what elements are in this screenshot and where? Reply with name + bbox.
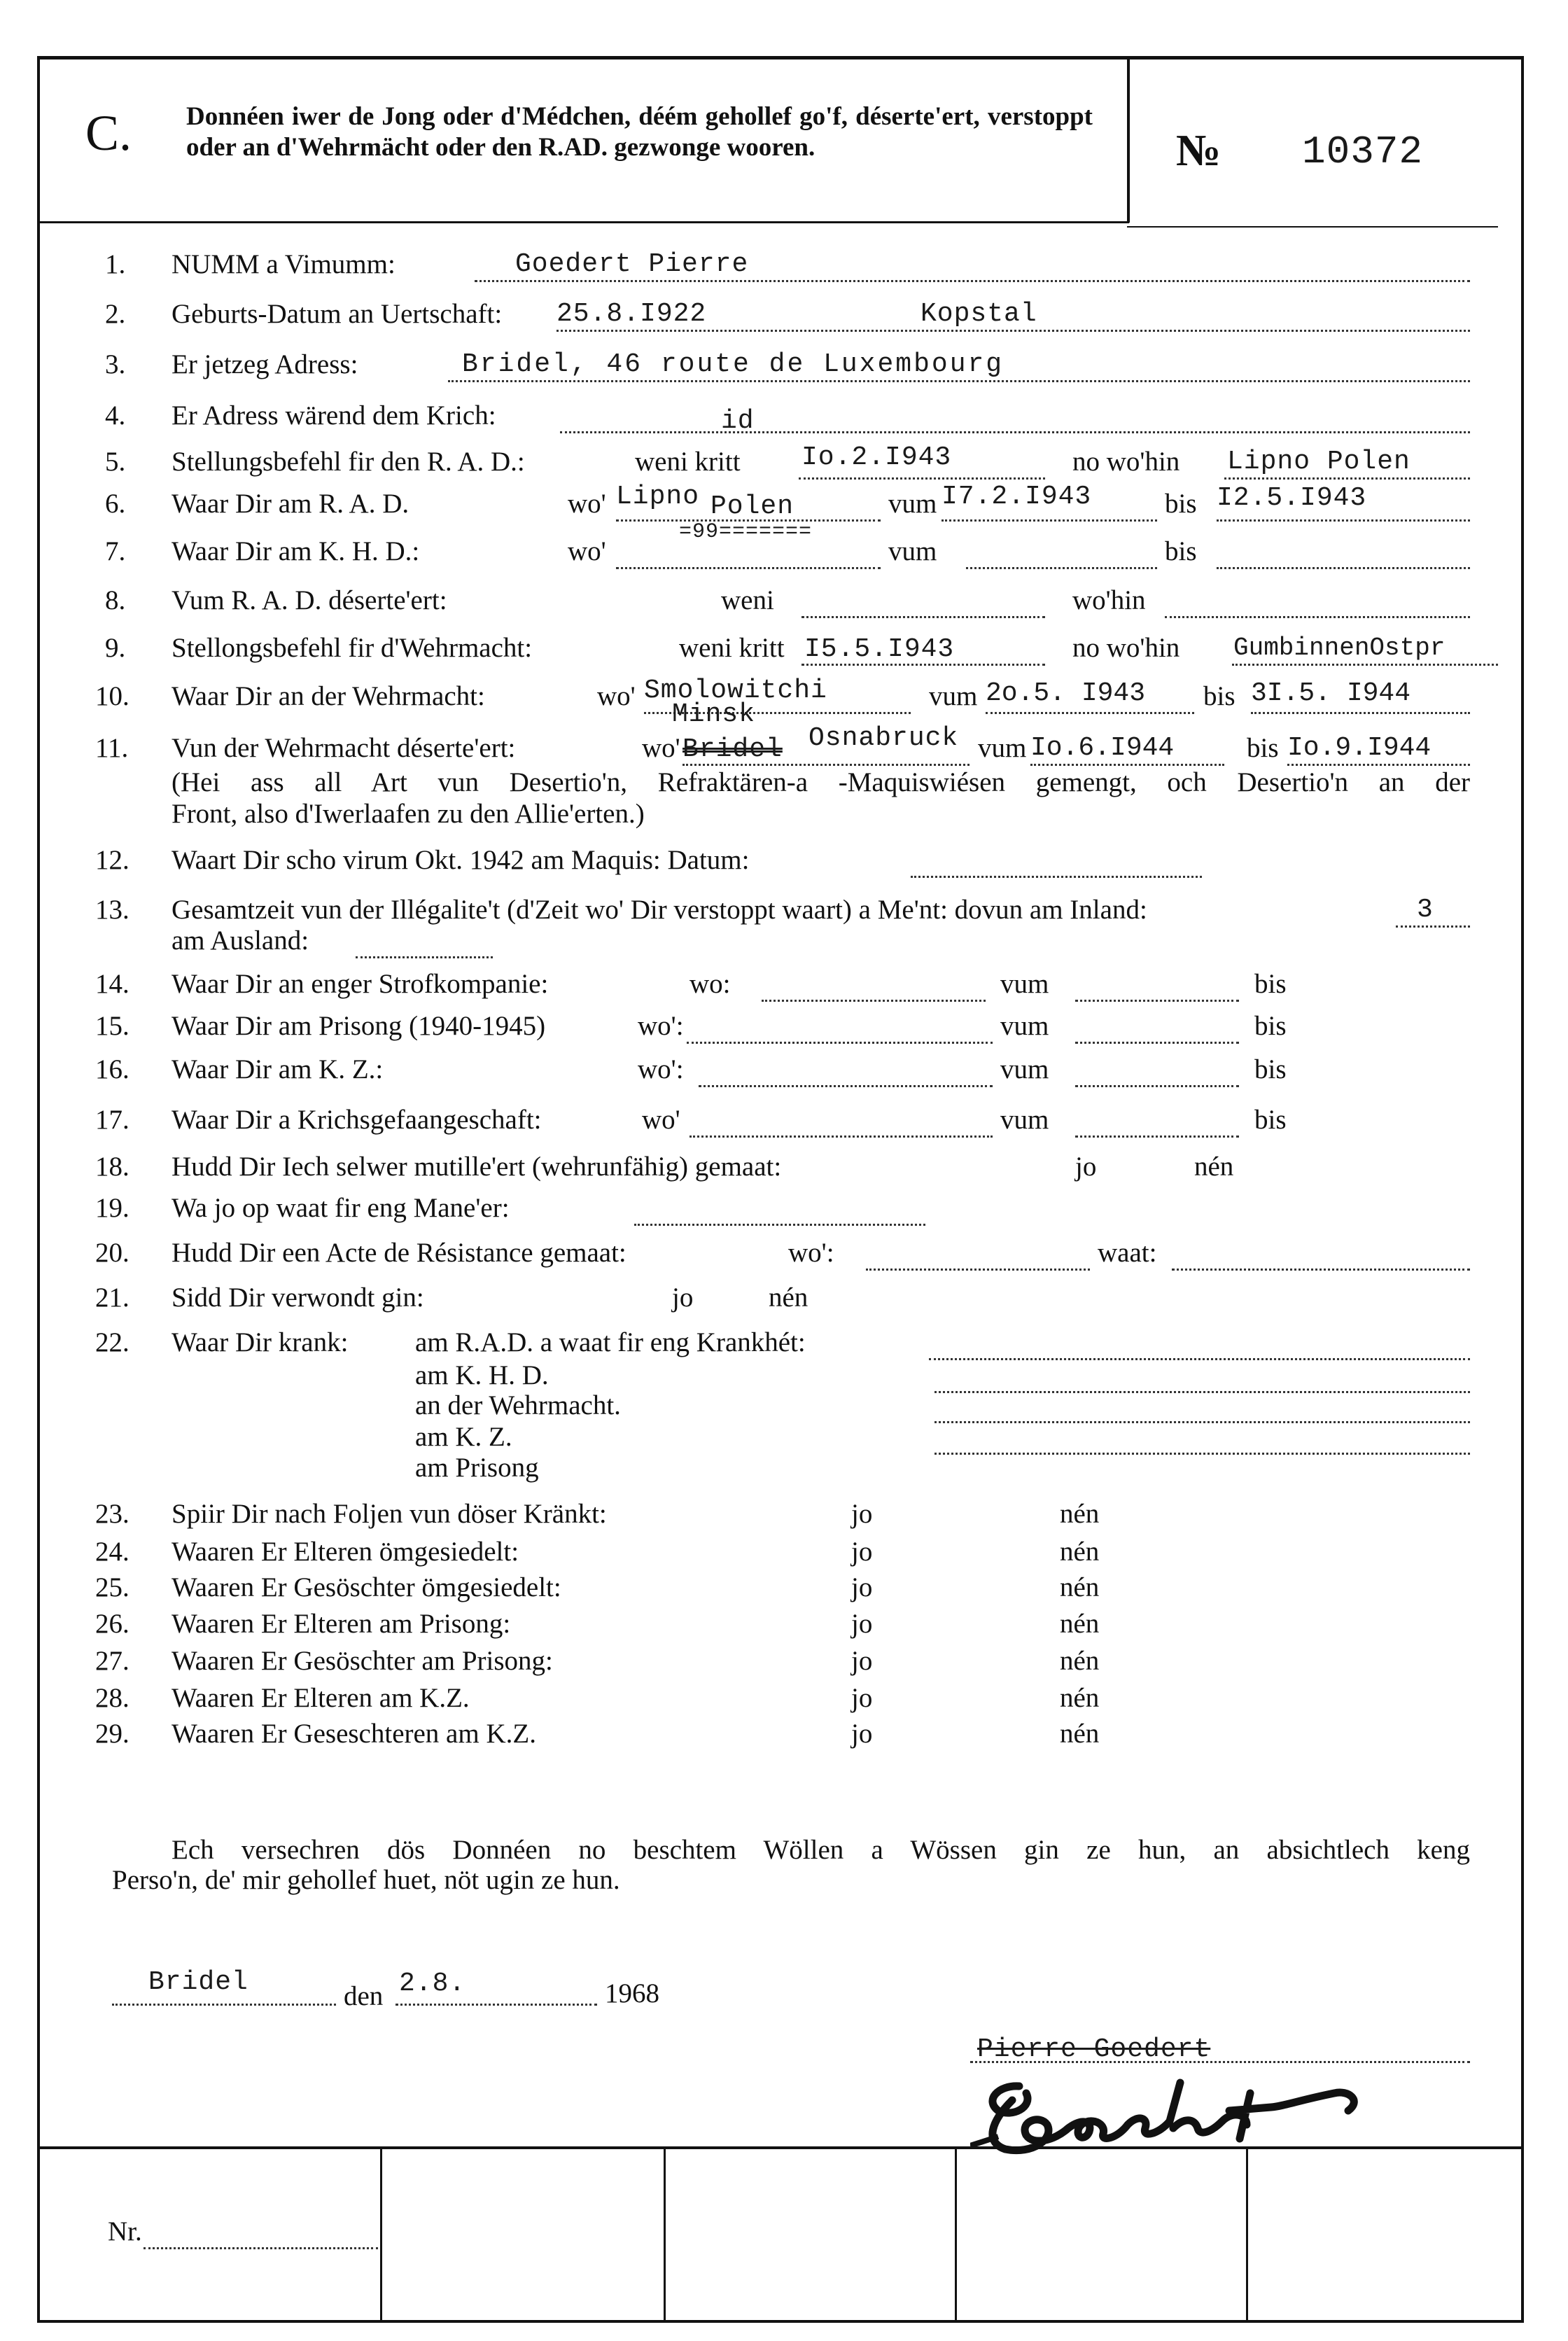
rad-label: Waar Dir am R. A. D. xyxy=(172,489,410,519)
header-divider-vertical xyxy=(1127,56,1130,223)
rad-place-value-2: Polen xyxy=(710,491,794,522)
no-option[interactable]: nén xyxy=(1060,1719,1100,1749)
footer-col-2 xyxy=(664,2146,666,2321)
yes-option[interactable]: jo xyxy=(851,1719,873,1749)
bis-label: bis xyxy=(1254,1105,1287,1135)
vum-label: vum xyxy=(1000,1011,1049,1041)
no-option[interactable]: nén xyxy=(1060,1499,1100,1529)
prison-from-field[interactable] xyxy=(1075,1011,1239,1044)
what-label: waat: xyxy=(1098,1238,1157,1268)
when-label: weni kritt xyxy=(635,447,741,477)
row-number: 8. xyxy=(105,585,126,615)
rad-place-value-1: Lipno xyxy=(616,482,700,512)
no-option[interactable]: nén xyxy=(1060,1683,1100,1713)
row-number: 4. xyxy=(105,400,126,431)
vum-label: vum xyxy=(1000,1105,1049,1135)
wehrmacht-order-date-value: I5.5.I943 xyxy=(804,634,955,664)
wehrmacht-desert-place-value: Osnabruck xyxy=(808,723,959,753)
wehrmacht-from-value: 2o.5. I943 xyxy=(986,678,1146,708)
question-label: Waaren Er Elteren am K.Z. xyxy=(172,1683,470,1713)
kz-label: Waar Dir am K. Z.: xyxy=(172,1054,384,1084)
row-number: 6. xyxy=(105,489,126,519)
sick-label: Waar Dir krank: xyxy=(172,1327,349,1357)
typed-mark: =99======= xyxy=(679,520,813,544)
frame-top xyxy=(37,56,1524,60)
bis-label: bis xyxy=(1203,681,1236,711)
address-value: Bridel, 46 route de Luxembourg xyxy=(462,349,1004,379)
sick-khd-field[interactable] xyxy=(934,1360,1470,1393)
vum-label: vum xyxy=(1000,1054,1049,1084)
name-value: Goedert Pierre xyxy=(515,249,749,279)
footer-col-1 xyxy=(380,2146,382,2321)
yes-option[interactable]: jo xyxy=(672,1283,694,1313)
no-option[interactable]: nén xyxy=(1060,1572,1100,1602)
yes-option[interactable]: jo xyxy=(851,1646,873,1676)
vum-label: vum xyxy=(1000,969,1049,999)
sick-wehrmacht-field[interactable] xyxy=(934,1390,1470,1423)
wehrmacht-desert-to-field[interactable] xyxy=(1287,733,1470,766)
khd-to-field[interactable] xyxy=(1217,536,1470,569)
yes-option[interactable]: jo xyxy=(851,1572,873,1602)
signature xyxy=(970,2072,1376,2163)
rad-order-place-value: Lipno Polen xyxy=(1227,447,1410,477)
row-number: 15. xyxy=(95,1011,130,1041)
sick-khd-label: am K. H. D. xyxy=(415,1360,549,1390)
penal-company-place-field[interactable] xyxy=(762,969,986,1002)
no-option[interactable]: nén xyxy=(1060,1646,1100,1676)
rad-desert-date-field[interactable] xyxy=(802,585,1045,618)
pow-label: Waar Dir a Krichsgefaangeschaft: xyxy=(172,1105,542,1135)
wo-label: wo': xyxy=(638,1011,684,1041)
row-number: 29. xyxy=(95,1719,130,1749)
manner-field[interactable] xyxy=(634,1193,925,1226)
birth-date-value: 25.8.I922 xyxy=(556,299,707,329)
signing-place-field[interactable] xyxy=(112,1967,336,2006)
wehrmacht-order-place-field[interactable] xyxy=(1232,633,1498,666)
when-label: weni xyxy=(721,585,774,615)
sick-kz-label: am K. Z. xyxy=(415,1422,512,1452)
rad-from-field[interactable] xyxy=(941,482,1157,522)
birth-label: Geburts-Datum an Uertschaft: xyxy=(172,299,503,329)
desertion-note-cont: Front, also d'Iwerlaafen zu den Allie'erten.) xyxy=(172,799,645,829)
signing-date-field[interactable] xyxy=(396,1969,597,2006)
row-number: 13. xyxy=(95,895,130,925)
row-number: 9. xyxy=(105,633,126,663)
number-sign: № xyxy=(1176,125,1222,175)
row-number: 12. xyxy=(95,845,130,875)
maquis-label: Waart Dir scho virum Okt. 1942 am Maquis: Datum: xyxy=(172,845,750,875)
rad-order-date-field[interactable] xyxy=(799,442,1045,480)
signing-date-value: 2.8. xyxy=(399,1969,466,1999)
bis-label: bis xyxy=(1254,1011,1287,1041)
wo-label: wo' xyxy=(642,1105,680,1135)
question-label: Spiir Dir nach Foljen vun döser Kränkt: xyxy=(172,1499,607,1529)
birth-field[interactable] xyxy=(556,299,1470,332)
signing-place-value: Bridel xyxy=(148,1967,248,1997)
yes-option[interactable]: jo xyxy=(851,1609,873,1639)
prison-place-field[interactable] xyxy=(687,1011,993,1044)
question-label: Waaren Er Geseschteren am K.Z. xyxy=(172,1719,536,1749)
rad-desert-place-field[interactable] xyxy=(1165,585,1470,618)
row-number: 26. xyxy=(95,1609,130,1639)
illegality-label: Gesamtzeit vun der Illégalite't (d'Zeit wo' Dir verstoppt waart) a Me'nt: dovun am Inland: xyxy=(172,895,1147,925)
maquis-date-field[interactable] xyxy=(911,845,1202,878)
wo-label: wo' xyxy=(642,733,680,763)
row-number: 11. xyxy=(95,733,129,763)
wehrmacht-desert-from-field[interactable] xyxy=(1030,733,1224,766)
row-number: 1. xyxy=(105,249,126,279)
wo-label: wo' xyxy=(568,489,606,519)
khd-label: Waar Dir am K. H. D.: xyxy=(172,536,420,566)
wehrmacht-desert-from-value: Io.6.I944 xyxy=(1030,733,1175,763)
wehrmacht-label: Waar Dir an der Wehrmacht: xyxy=(172,681,485,711)
bis-label: bis xyxy=(1165,536,1197,566)
date-label: den xyxy=(344,1981,384,2011)
address-label: Er jetzeg Adress: xyxy=(172,349,358,379)
row-number: 7. xyxy=(105,536,126,566)
header-divider-horizontal xyxy=(37,221,1129,223)
no-option[interactable]: nén xyxy=(1060,1537,1100,1567)
pow-place-field[interactable] xyxy=(690,1105,993,1138)
abroad-months-field[interactable] xyxy=(356,925,493,958)
inland-months-value: 3 xyxy=(1417,895,1434,925)
wo-label: wo' xyxy=(597,681,636,711)
rad-order-place-field[interactable] xyxy=(1224,447,1470,480)
bis-label: bis xyxy=(1254,1054,1287,1084)
row-number: 24. xyxy=(95,1537,130,1567)
khd-place-field[interactable] xyxy=(616,536,881,569)
bis-label: bis xyxy=(1165,489,1197,519)
wehrmacht-to-field[interactable] xyxy=(1251,678,1470,714)
khd-from-field[interactable] xyxy=(966,536,1157,569)
war-address-label: Er Adress wärend dem Krich: xyxy=(172,400,496,431)
wehrmacht-from-field[interactable] xyxy=(986,678,1194,714)
yes-option[interactable]: jo xyxy=(851,1537,873,1567)
frame-left xyxy=(37,56,40,2323)
wehrmacht-desert-to-value: Io.9.I944 xyxy=(1287,733,1432,763)
name-field[interactable] xyxy=(475,249,1470,282)
sick-wehrmacht-label: an der Wehrmacht. xyxy=(415,1390,621,1420)
wehrmacht-desert-place-field[interactable] xyxy=(682,723,969,766)
bis-label: bis xyxy=(1254,969,1287,999)
war-address-field[interactable] xyxy=(560,400,1470,436)
inland-months-field[interactable] xyxy=(1396,895,1470,928)
row-number: 3. xyxy=(105,349,126,379)
question-label: Waaren Er Elteren am Prisong: xyxy=(172,1609,511,1639)
when-label: weni kritt xyxy=(679,633,785,663)
rad-order-label: Stellungsbefehl fir den R. A. D.: xyxy=(172,447,525,477)
row-number: 22. xyxy=(95,1327,130,1357)
yes-option[interactable]: jo xyxy=(851,1683,873,1713)
frame-bottom xyxy=(37,2320,1524,2323)
vum-label: vum xyxy=(978,733,1027,763)
wo-label: wo': xyxy=(638,1054,684,1084)
wounded-label: Sidd Dir verwondt gin: xyxy=(172,1283,424,1313)
row-number: 5. xyxy=(105,447,126,477)
declaration-text: Ech versechren dös Donnéen no beschtem Wöllen a Wössen gin ze hun, an absichtlech keng xyxy=(172,1835,1470,1865)
section-letter: C. xyxy=(85,105,132,161)
row-number: 25. xyxy=(95,1572,130,1602)
row-number: 16. xyxy=(95,1054,130,1084)
frame-right xyxy=(1521,56,1524,2323)
header-divider-right xyxy=(1127,226,1498,228)
sick-prison-label: am Prisong xyxy=(415,1453,539,1483)
prison-label: Waar Dir am Prisong (1940-1945) xyxy=(172,1011,546,1041)
question-label: Waaren Er Gesöschter am Prisong: xyxy=(172,1646,553,1676)
resistance-what-field[interactable] xyxy=(1172,1238,1470,1271)
no-option[interactable]: nén xyxy=(1060,1609,1100,1639)
pow-from-field[interactable] xyxy=(1075,1105,1239,1138)
wehrmacht-desert-label: Vun der Wehrmacht déserte'ert: xyxy=(172,733,516,763)
footer-table-top xyxy=(37,2146,1524,2149)
wo-label: wo' xyxy=(568,536,606,566)
typed-name-value: Pierre Goedert xyxy=(977,2034,1211,2064)
yes-option[interactable]: jo xyxy=(1075,1152,1097,1182)
rad-order-date-value: Io.2.I943 xyxy=(802,442,952,473)
where-label: no wo'hin xyxy=(1072,633,1180,663)
footer-col-3 xyxy=(955,2146,957,2321)
nr-field[interactable] xyxy=(144,2216,378,2249)
rad-to-value: I2.5.I943 xyxy=(1217,483,1367,513)
resistance-label: Hudd Dir een Acte de Résistance gemaat: xyxy=(172,1238,626,1268)
kz-from-field[interactable] xyxy=(1075,1054,1239,1087)
sick-kz-field[interactable] xyxy=(934,1422,1470,1455)
form-number: 10372 xyxy=(1302,130,1424,174)
row-number: 21. xyxy=(95,1283,130,1313)
rad-from-value: I7.2.I943 xyxy=(941,482,1092,512)
wo-label: wo: xyxy=(690,969,731,999)
footer-col-4 xyxy=(1246,2146,1248,2321)
vum-label: vum xyxy=(888,536,937,566)
self-mutilation-label: Hudd Dir Iech selwer mutille'ert (wehrunfähig) gemaat: xyxy=(172,1152,782,1182)
no-option[interactable]: nén xyxy=(769,1283,808,1313)
sick-rad-label: am R.A.D. a waat fir eng Krankhét: xyxy=(415,1327,806,1357)
address-field[interactable] xyxy=(448,349,1470,382)
resistance-place-field[interactable] xyxy=(866,1238,1090,1271)
row-number: 17. xyxy=(95,1105,130,1135)
where-label: no wo'hin xyxy=(1072,447,1180,477)
kz-place-field[interactable] xyxy=(699,1054,993,1087)
row-number: 20. xyxy=(95,1238,130,1268)
penal-company-from-field[interactable] xyxy=(1075,969,1239,1002)
row-number: 14. xyxy=(95,969,130,999)
question-label: Waaren Er Gesöschter ömgesiedelt: xyxy=(172,1572,561,1602)
wehrmacht-place-field[interactable] xyxy=(644,676,911,729)
penal-company-label: Waar Dir an enger Strofkompanie: xyxy=(172,969,549,999)
row-number: 23. xyxy=(95,1499,130,1529)
wehrmacht-place-value-2: Minsk xyxy=(672,699,756,729)
wehrmacht-to-value: 3I.5. I944 xyxy=(1251,678,1411,708)
wehrmacht-order-date-field[interactable] xyxy=(802,633,1045,666)
abroad-label: am Ausland: xyxy=(172,925,309,956)
rad-to-field[interactable] xyxy=(1217,483,1470,522)
birth-place-value: Kopstal xyxy=(920,299,1037,329)
section-title: Donnéen iwer de Jong oder d'Médchen, déém gehollef go'f, déserte'ert, verstoppt oder an d'Wehrmächt oder den R.AD. gezwonge wooren. xyxy=(186,102,1093,162)
desertion-note: (Hei ass all Art vun Desertio'n, Refraktären-a -Maquiswiésen gemengt, och Desertio'n an der xyxy=(172,767,1470,797)
wehrmacht-place-value-1: Smolowitchi xyxy=(644,676,827,706)
bis-label: bis xyxy=(1247,733,1279,763)
rad-desert-label: Vum R. A. D. déserte'ert: xyxy=(172,585,447,615)
row-number: 18. xyxy=(95,1152,130,1182)
row-number: 10. xyxy=(95,681,130,711)
wehrmacht-order-label: Stellongsbefehl fir d'Wehrmacht: xyxy=(172,633,533,663)
vum-label: vum xyxy=(888,489,937,519)
manner-label: Wa jo op waat fir eng Mane'er: xyxy=(172,1193,510,1223)
no-option[interactable]: nén xyxy=(1194,1152,1234,1182)
row-number: 2. xyxy=(105,299,126,329)
question-label: Waaren Er Elteren ömgesiedelt: xyxy=(172,1537,519,1567)
rad-place-field[interactable] xyxy=(616,482,881,544)
wo-label: wo': xyxy=(788,1238,834,1268)
vum-label: vum xyxy=(929,681,978,711)
row-number: 19. xyxy=(95,1193,130,1223)
yes-option[interactable]: jo xyxy=(851,1499,873,1529)
signing-year: 1968 xyxy=(605,1978,659,2008)
struck-place-value: Bridel xyxy=(682,734,783,764)
war-address-value: id xyxy=(721,406,755,436)
declaration-text-cont: Perso'n, de' mir gehollef huet, nöt ugin ze hun. xyxy=(112,1865,620,1895)
where-label: wo'hin xyxy=(1072,585,1146,615)
row-number: 27. xyxy=(95,1646,130,1676)
nr-label: Nr. xyxy=(108,2216,142,2246)
row-number: 28. xyxy=(95,1683,130,1713)
name-label: NUMM a Vimumm: xyxy=(172,249,396,279)
sick-rad-field[interactable] xyxy=(929,1327,1470,1360)
signature-name-field[interactable] xyxy=(970,2030,1470,2063)
wehrmacht-order-place-value: GumbinnenOstpr xyxy=(1233,634,1446,662)
